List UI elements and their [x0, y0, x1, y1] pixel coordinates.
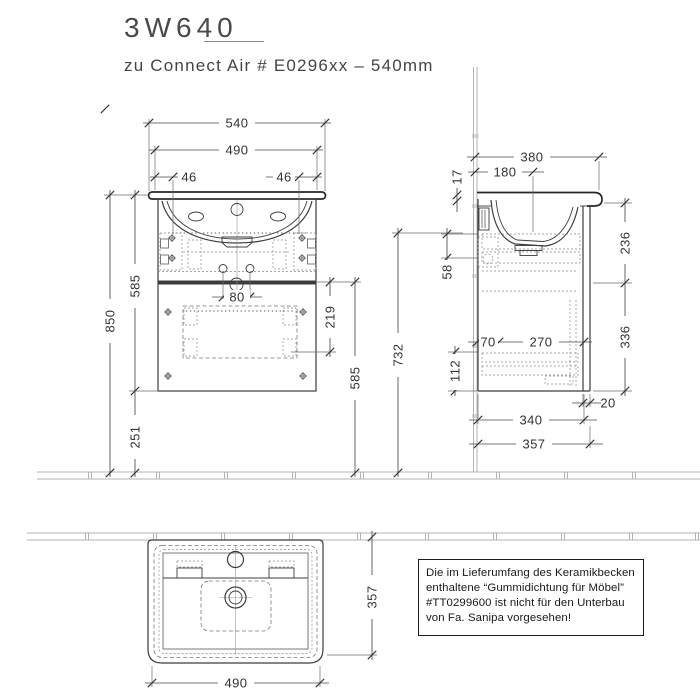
dim-front-total-height: 850: [102, 309, 118, 333]
drawing-subtitle: zu Connect Air # E0296xx – 540mm: [124, 56, 434, 75]
dim-front-basin-width: 490: [225, 142, 249, 158]
dim-side-lower-height: 336: [617, 325, 633, 349]
note-line-3: #TT0299600 ist nicht für den Unterbau: [426, 597, 625, 609]
dim-front-hole-spacing: 80: [229, 289, 245, 305]
side-view-dimensions: [391, 150, 633, 478]
dim-front-floor-clearance: 251: [127, 425, 143, 449]
dim-side-total-depth: 380: [520, 149, 544, 165]
dim-side-siphon-height: 58: [439, 264, 455, 280]
dim-front-total-width: 540: [225, 115, 249, 131]
dim-side-upper-height: 236: [617, 231, 633, 255]
side-basin-rim: [477, 193, 602, 207]
side-drain: [515, 246, 542, 251]
note-line-2: enthaltene “Gummidichtung für Möbel”: [426, 582, 624, 594]
dim-front-cabinet-height: 585: [127, 274, 143, 298]
dim-side-wall-height: 732: [390, 343, 406, 367]
front-view-dimensions: [101, 105, 363, 477]
dim-top-basin-depth: 357: [364, 585, 380, 609]
front-overflow-left: [189, 212, 204, 221]
drawing-title: 3W640: [124, 12, 238, 43]
note-line-1: Die im Lieferumfang des Keramikbecken: [426, 567, 635, 579]
dim-front-fixing-right: 46: [276, 169, 292, 185]
dim-side-rim-edge: 17: [449, 169, 465, 185]
top-view: [148, 540, 323, 663]
dim-side-runner-length: 270: [529, 334, 553, 350]
dim-side-tap-distance: 180: [493, 164, 517, 180]
side-view: [477, 193, 602, 392]
dim-side-panel-gap: 20: [600, 395, 616, 411]
dim-front-lower-height: 585: [347, 366, 363, 390]
top-view-dimensions: [145, 531, 380, 691]
dim-side-cabinet-depth: 340: [519, 412, 543, 428]
dim-front-inner-depth: 219: [322, 305, 338, 329]
dim-top-basin-width: 490: [224, 675, 248, 691]
dim-side-front-offset: 70: [480, 334, 496, 350]
dim-front-fixing-left: 46: [181, 169, 197, 185]
note-line-4: von Fa. Sanipa vorgesehen!: [426, 612, 572, 624]
note-box: [418, 559, 644, 636]
floor-line-upper: [37, 472, 700, 479]
floor-line-lower: [27, 533, 700, 540]
front-overflow-right: [271, 212, 286, 221]
dim-side-basin-depth: 357: [522, 436, 546, 452]
dim-side-bottom-offset: 112: [447, 360, 463, 382]
